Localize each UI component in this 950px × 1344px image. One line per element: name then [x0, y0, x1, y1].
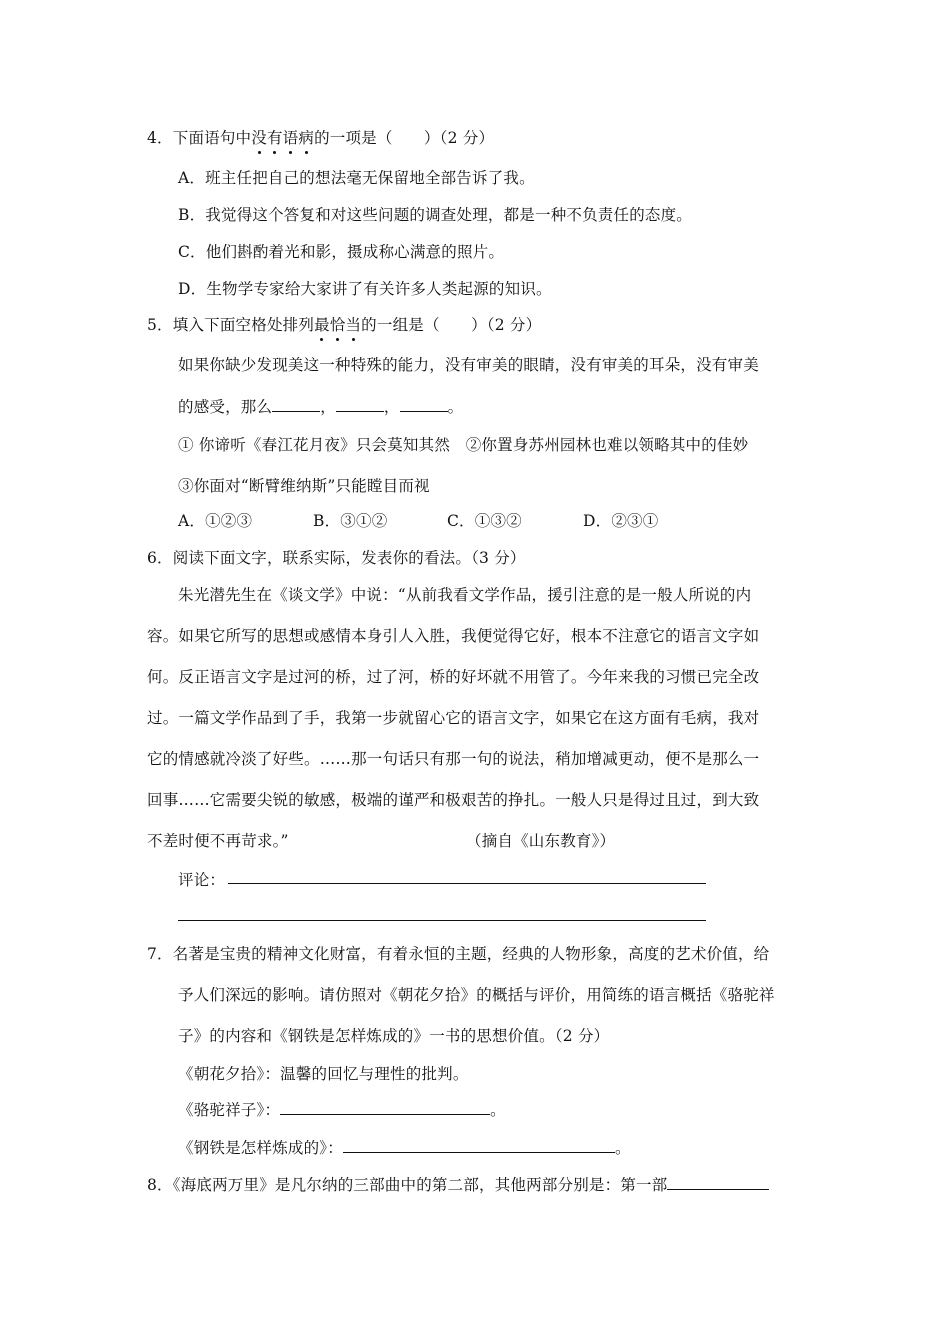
period: 。 [614, 1139, 631, 1157]
answer-blank[interactable] [280, 1099, 490, 1115]
q5-prefix: 5．填入下面空格处排列 [147, 316, 315, 334]
q6-passage-line: 何。反正语言文字是过河的桥，过了河，桥的好坏就不用管了。今年来我的习惯已完全改 [147, 668, 760, 686]
q7-stem-line: 7．名著是宝贵的精神文化财富，有着永恒的主题，经典的人物形象，高度的艺术价值，给 [147, 945, 770, 963]
emphasis-char: 没 [251, 126, 267, 148]
emphasis-char: 语 [283, 126, 299, 148]
q5-choices-line: ① 你谛听《春江花月夜》只会莫知其然 ②你置身苏州园林也难以领略其中的佳妙 [178, 436, 749, 454]
q7-example: 《朝花夕拾》：温馨的回忆与理性的批判。 [178, 1065, 469, 1083]
q7-item-camel-xiangzi [178, 1098, 506, 1120]
emphasis-char: 病 [298, 126, 314, 148]
q6-passage-line: 过。一篇文学作品到了手，我第一步就留心它的语言文字，如果它在这方面有毛病，我对 [147, 709, 760, 727]
q4-suffix: 的一项是（ ）（2 分） [314, 129, 495, 147]
q4-option-d: D．生物学专家给大家讲了有关许多人类起源的知识。 [178, 280, 552, 298]
q4-stem [147, 126, 494, 148]
separator: ， [383, 398, 400, 416]
q5-passage-line [178, 395, 463, 417]
emphasis-char: 当 [345, 313, 361, 335]
answer-blank[interactable] [343, 1137, 615, 1153]
q4-prefix: 4．下面语句中 [147, 129, 252, 147]
emphasis-char: 有 [267, 126, 283, 148]
period: 。 [490, 1101, 506, 1119]
q5-option-d: D．②③① [583, 512, 659, 530]
q5-options [178, 509, 658, 531]
q8-text: 8．《海底两万里》是凡尔纳的三部曲中的第二部，其他两部分别是：第一部 [147, 1176, 668, 1194]
separator: ， [320, 398, 336, 416]
q5-suffix: 的一组是（ ）（2 分） [361, 316, 542, 334]
emphasis-char: 最 [314, 313, 330, 335]
q6-passage-line: 容。如果它所写的思想或感情本身引人入胜，我便觉得它好，根本不注意它的语言文字如 [147, 627, 760, 645]
q6-source: （摘自《山东教育》） [466, 832, 616, 850]
q6-passage-line: 不差时便不再苛求。” [147, 832, 289, 850]
q6-passage-line: 朱光潜先生在《谈文学》中说：“从前我看文学作品，援引注意的是一般人所说的内 [178, 586, 752, 604]
q5-option-c: C．①③② [447, 512, 522, 530]
q7-item-label: 《钢铁是怎样炼成的》： [178, 1139, 343, 1157]
q6-passage-line: 回事……它需要尖锐的敏感，极端的谨严和极艰苦的挣扎。一般人只是得过且过，到大致 [147, 791, 760, 809]
q4-option-b: B．我觉得这个答复和对这些问题的调查处理，都是一种不负责任的态度。 [178, 206, 692, 224]
emphasis-char: 恰 [330, 313, 346, 335]
answer-blank[interactable] [667, 1174, 769, 1190]
q7-stem-line: 子》的内容和《钢铁是怎样炼成的》一书的思想价值。（2 分） [178, 1027, 610, 1045]
q6-passage-line: 它的情感就冷淡了好些。……那一句话只有那一句的说法，稍加增减更动，便不是那么一 [147, 750, 760, 768]
q5-choices-line: ③你面对“断臂维纳斯”只能瞠目而视 [178, 477, 430, 495]
q5-option-a: A．①②③ [178, 512, 253, 530]
period: 。 [447, 398, 464, 416]
q6-comment-label: 评论： [178, 871, 226, 889]
q5-option-b: B．③①② [313, 512, 388, 530]
q5-passage-start: 的感受，那么 [178, 398, 273, 416]
comment-answer-line[interactable] [228, 883, 706, 884]
q7-item-label: 《骆驼祥子》： [178, 1101, 281, 1119]
comment-answer-line[interactable] [178, 920, 706, 921]
q4-option-a: A．班主任把自己的想法毫无保留地全部告诉了我。 [178, 169, 535, 187]
q5-stem [147, 313, 541, 335]
q5-passage-line: 如果你缺少发现美这一种特殊的能力，没有审美的眼睛，没有审美的耳朵，没有审美 [178, 356, 759, 374]
q7-stem-line: 予人们深远的影响。请仿照对《朝花夕拾》的概括与评价，用简练的语言概括《骆驼祥 [178, 986, 775, 1004]
q8-stem [147, 1173, 769, 1195]
answer-blank[interactable] [400, 396, 448, 412]
q6-stem: 6．阅读下面文字，联系实际，发表你的看法。（3 分） [147, 549, 526, 567]
answer-blank[interactable] [336, 396, 384, 412]
answer-blank[interactable] [272, 396, 320, 412]
q7-item-steel [178, 1136, 631, 1158]
q4-option-c: C．他们斟酌着光和影，摄成称心满意的照片。 [178, 243, 505, 261]
